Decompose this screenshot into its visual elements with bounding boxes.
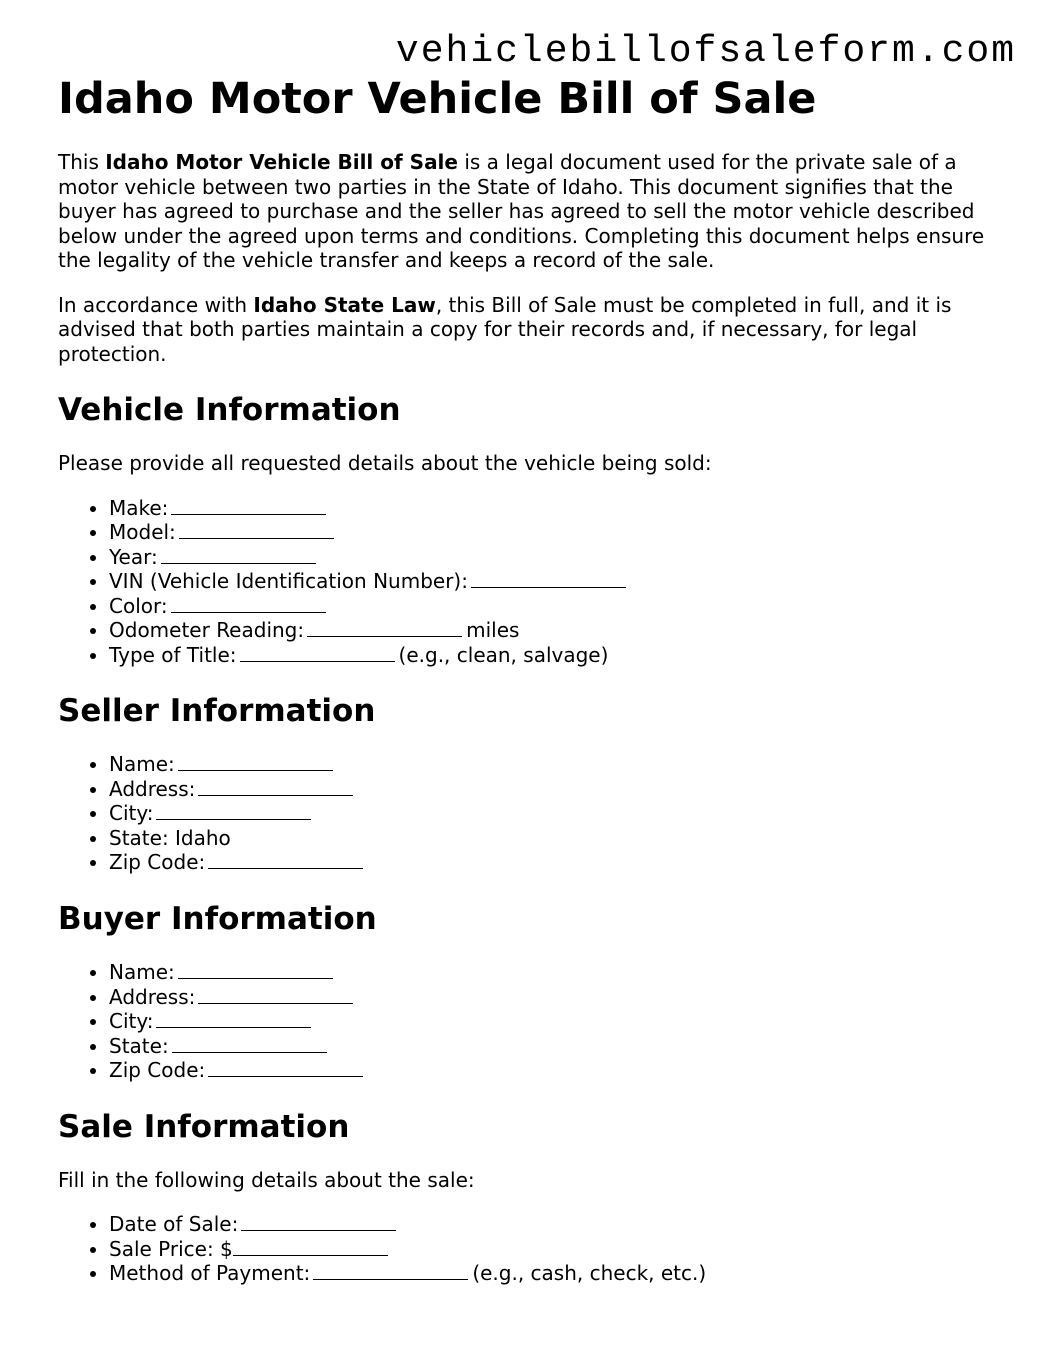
field-label: Odometer Reading: bbox=[109, 618, 305, 643]
sale-date-blank[interactable] bbox=[241, 1213, 396, 1231]
buyer-zip-field bbox=[109, 1058, 993, 1083]
sale-price-blank[interactable] bbox=[233, 1238, 388, 1256]
field-label: City: bbox=[109, 801, 154, 826]
intro-text-post: is a legal document used for the private sale of a motor vehicle between two parties in the State of Idaho. This document signifies that the buyer has agreed to purchase and the seller has agreed to sell the motor vehicle described below under the agreed upon terms and conditions. Completing this document helps ensure the legality of the vehicle transfer and keeps a record of the sale. bbox=[58, 150, 985, 272]
field-label: Model: bbox=[109, 520, 176, 545]
buyer-field-list bbox=[58, 960, 993, 1083]
field-label: Year: bbox=[109, 544, 158, 569]
law-paragraph bbox=[58, 293, 993, 367]
field-label: Name: bbox=[109, 960, 175, 985]
vehicle-color-field bbox=[109, 594, 993, 619]
seller-city-field bbox=[109, 801, 993, 826]
field-label: State: bbox=[109, 1033, 169, 1058]
seller-address-field bbox=[109, 777, 993, 802]
field-label: Type of Title: bbox=[109, 642, 237, 667]
document-body bbox=[58, 150, 993, 1310]
odometer-blank[interactable] bbox=[307, 619, 462, 637]
intro-text-pre: This bbox=[58, 150, 106, 174]
field-label: Name: bbox=[109, 752, 175, 777]
vehicle-year-field bbox=[109, 545, 993, 570]
field-label: State: Idaho bbox=[109, 825, 231, 850]
buyer-name-field bbox=[109, 960, 993, 985]
seller-name-blank[interactable] bbox=[178, 753, 333, 771]
sale-date-field bbox=[109, 1212, 993, 1237]
vehicle-instructions: Please provide all requested details about the vehicle being sold: bbox=[58, 451, 712, 476]
field-label: Zip Code: bbox=[109, 1058, 206, 1083]
payment-method-blank[interactable] bbox=[313, 1262, 468, 1280]
buyer-state-blank[interactable] bbox=[172, 1035, 327, 1053]
odometer-unit: miles bbox=[466, 618, 520, 643]
vehicle-heading: Vehicle Information bbox=[58, 392, 401, 428]
make-blank[interactable] bbox=[171, 497, 326, 515]
sale-instructions: Fill in the following details about the sale: bbox=[58, 1167, 475, 1192]
intro-paragraph bbox=[58, 150, 993, 273]
buyer-address-blank[interactable] bbox=[198, 986, 353, 1004]
sale-price-field bbox=[109, 1237, 993, 1262]
sale-heading: Sale Information bbox=[58, 1108, 350, 1145]
vehicle-field-list bbox=[58, 496, 993, 668]
field-label: Color: bbox=[109, 593, 168, 618]
vehicle-model-field bbox=[109, 520, 993, 545]
vin-blank[interactable] bbox=[471, 570, 626, 588]
law-text-pre: In accordance with bbox=[58, 292, 254, 317]
field-label: Sale Price: $ bbox=[109, 1236, 233, 1261]
seller-address-blank[interactable] bbox=[198, 778, 353, 796]
payment-hint: (e.g., cash, check, etc.) bbox=[472, 1261, 707, 1286]
vehicle-make-field bbox=[109, 496, 993, 521]
field-label: Method of Payment: bbox=[109, 1261, 311, 1286]
seller-zip-blank[interactable] bbox=[208, 851, 363, 869]
seller-heading: Seller Information bbox=[58, 693, 376, 730]
buyer-city-blank[interactable] bbox=[156, 1010, 311, 1028]
title-type-blank[interactable] bbox=[240, 644, 395, 662]
seller-name-field bbox=[109, 752, 993, 777]
model-blank[interactable] bbox=[179, 521, 334, 539]
field-label: City: bbox=[109, 1009, 154, 1034]
vehicle-vin-field bbox=[109, 569, 993, 594]
color-blank[interactable] bbox=[171, 595, 326, 613]
field-label: VIN (Vehicle Identification Number): bbox=[109, 569, 468, 594]
buyer-zip-blank[interactable] bbox=[208, 1059, 363, 1077]
buyer-heading: Buyer Information bbox=[58, 900, 377, 937]
field-label: Date of Sale: bbox=[109, 1212, 239, 1237]
buyer-name-blank[interactable] bbox=[178, 961, 333, 979]
year-blank[interactable] bbox=[161, 546, 316, 564]
law-bold: Idaho State Law bbox=[253, 292, 436, 317]
seller-state-field bbox=[109, 826, 993, 851]
seller-zip-field bbox=[109, 850, 993, 875]
seller-city-blank[interactable] bbox=[156, 802, 311, 820]
field-label: Address: bbox=[109, 776, 196, 801]
sale-field-list bbox=[58, 1212, 993, 1286]
site-watermark: vehiclebillofsaleform.com bbox=[395, 30, 1016, 73]
field-label: Make: bbox=[109, 495, 169, 520]
buyer-state-field bbox=[109, 1034, 993, 1059]
field-label: Zip Code: bbox=[109, 850, 206, 875]
buyer-city-field bbox=[109, 1009, 993, 1034]
law-text-post: , this Bill of Sale must be completed in full, and it is advised that both parties maintain a copy for their records and, if necessary, for legal protection. bbox=[58, 292, 952, 366]
intro-bold-title: Idaho Motor Vehicle Bill of Sale bbox=[105, 150, 458, 174]
sale-payment-field bbox=[109, 1261, 993, 1286]
vehicle-title-type-field bbox=[109, 643, 993, 668]
vehicle-odometer-field bbox=[109, 618, 993, 643]
document-title: Idaho Motor Vehicle Bill of Sale bbox=[58, 74, 817, 124]
title-type-hint: (e.g., clean, salvage) bbox=[398, 642, 609, 667]
field-label: Address: bbox=[109, 984, 196, 1009]
seller-field-list bbox=[58, 752, 993, 875]
buyer-address-field bbox=[109, 985, 993, 1010]
